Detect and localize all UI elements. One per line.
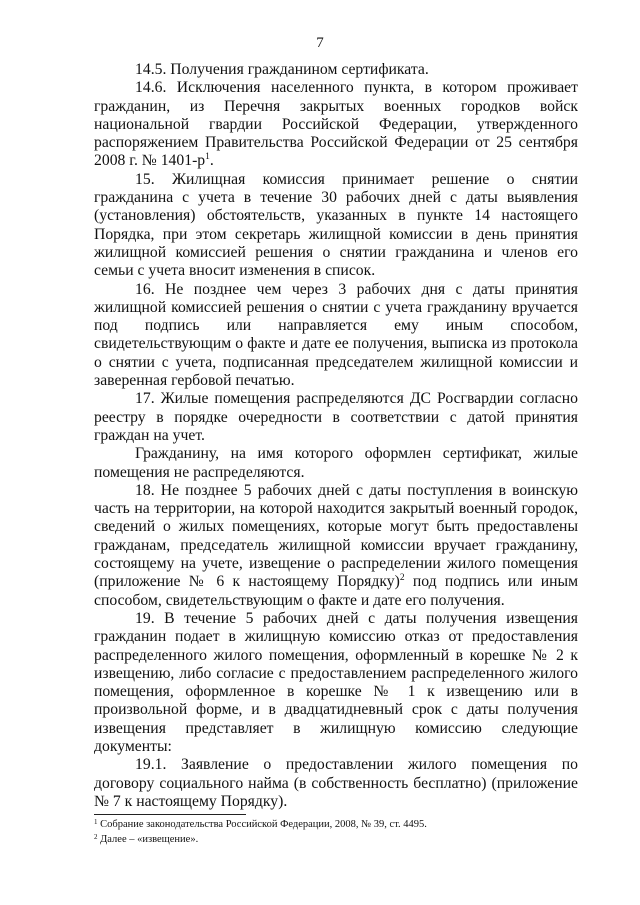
body-text — [94, 61, 578, 811]
paragraph-15 — [94, 171, 578, 281]
paragraph-text-after: под подпись или иным способом, свидетельствующим о факте и дате его получения. — [94, 573, 578, 609]
paragraph-17 — [94, 390, 578, 445]
footnote-divider — [94, 814, 246, 815]
paragraph-text: 14.5. Получения гражданином сертификата. — [135, 61, 429, 78]
paragraph-17-note — [94, 445, 578, 482]
page-number: 7 — [316, 35, 324, 51]
footnotes — [94, 818, 578, 847]
footnote-marker: 1 — [94, 818, 98, 826]
paragraph-16 — [94, 281, 578, 391]
footnote-marker: 2 — [94, 832, 98, 841]
paragraph-14-5 — [94, 61, 578, 79]
footnote-1 — [94, 818, 578, 833]
paragraph-text: Гражданину, на имя которого оформлен сертификат, жилые помещения не распределяются. — [94, 445, 578, 481]
paragraph-text: 19. В течение 5 рабочих дней с даты получения извещения гражданин подает в жилищную комиссию отказ от предоставления распределенного жилого помещения, оформленный в корешке № 2 к извещению, либо согласие с предоставлением распределенного жилого помещения, оформленное в корешке № 1 к извещению или в произвольной форме, и в двадцатидневный срок с даты получения извещения представляет в жилищную комиссию следующие документы: — [94, 609, 578, 755]
paragraph-text: 16. Не позднее чем через 3 рабочих дня с даты принятия жилищной комиссией решения о снятии с учета гражданину вручается под подпись или направляется ему иным способом, свидетельствующим о факте и дате ее получения, выписка из протокола о снятии с учета, подписанная председателем жилищной комиссии и заверенная гербовой печатью. — [94, 280, 578, 390]
paragraph-text: 18. Не позднее 5 рабочих дней с даты поступления в воинскую часть на территории, на которой находится закрытый военный городок, сведений о жилых помещениях, которые могут быть предоставлены гражданам, председатель жилищной комиссии вручает гражданину, состоящему на учете, извещение о распределении жилого помещения (приложение № 6 к настоящему Порядку) — [94, 481, 578, 591]
paragraph-text: 19.1. Заявление о предоставлении жилого помещения по договору социального найма (в собственность бесплатно) (приложение № 7 к настоящему Порядку). — [94, 756, 578, 810]
paragraph-text: 17. Жилые помещения распределяются ДС Росгвардии согласно реестру в порядке очередности в соответствии с датой принятия граждан на учет. — [94, 390, 578, 444]
footnote-text: Собрание законодательства Российской Федерации, 2008, № 39, ст. 4495. — [97, 819, 427, 830]
paragraph-text: 14.6. Исключения населенного пункта, в котором проживает гражданин, из Перечня закрытых военных городков войск национальной гвардии Российской Федерации, утвержденного распоряжением Правительства Российской Федерации от 25 сентября 2008 г. № 1401-р — [94, 79, 578, 170]
footnote-2 — [94, 833, 578, 848]
paragraph-19 — [94, 610, 578, 756]
paragraph-text: 15. Жилищная комиссия принимает решение о снятии гражданина с учета в течение 30 рабочих дней с даты выявления (установления) обстоятельств, указанных в пункте 14 настоящего Порядка, при этом секретарь жилищной комиссии в день принятия жилищной комиссией решения о снятии гражданина и членов его семьи с учета вносит изменения в список. — [94, 170, 578, 280]
footnote-ref: 1 — [205, 152, 210, 163]
paragraph-14-6 — [94, 79, 578, 170]
paragraph-19-1 — [94, 756, 578, 811]
footnote-text: Далее – «извещение». — [97, 833, 199, 845]
paragraph-18 — [94, 482, 578, 610]
paragraph-text-after: . — [209, 152, 214, 170]
footnote-ref: 2 — [399, 573, 405, 584]
